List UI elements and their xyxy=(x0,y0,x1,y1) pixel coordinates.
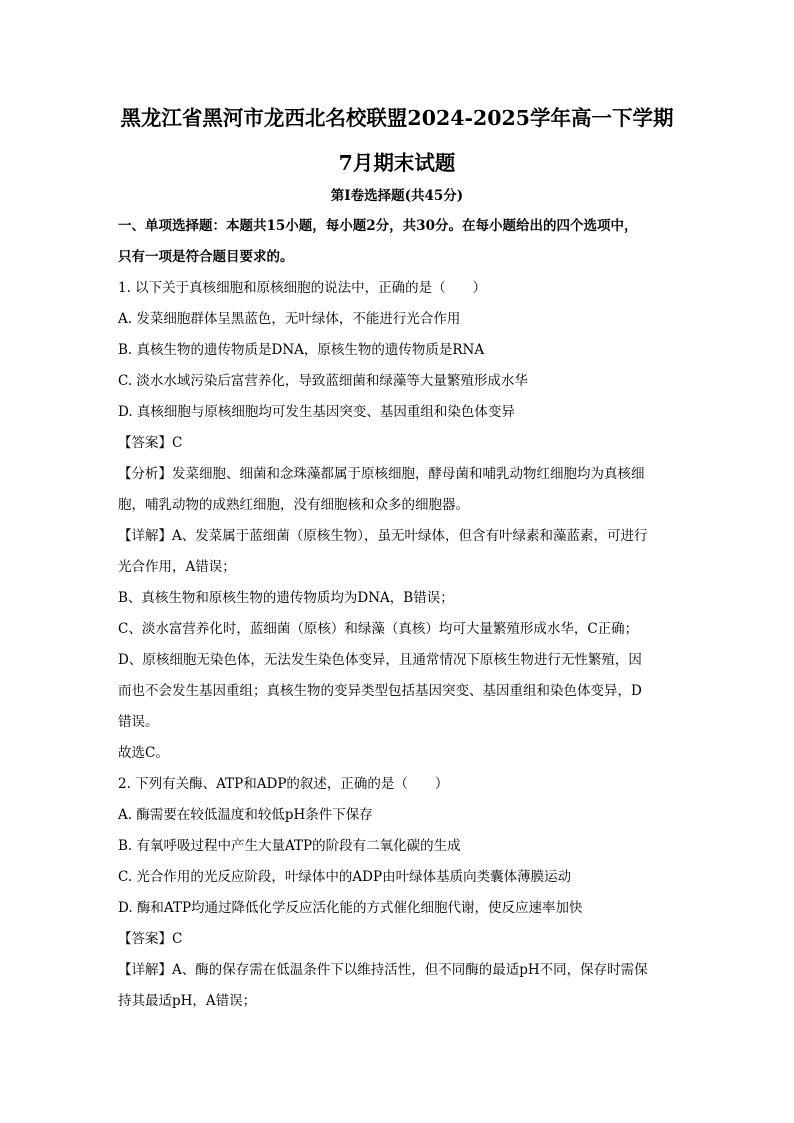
question-1-option-b: B. 真核生物的遗传物质是DNA，原核生物的遗传物质是RNA xyxy=(118,342,485,358)
question-2-answer: 【答案】C xyxy=(118,931,183,947)
section-instruction-line-1: 一、单项选择题：本题共15小题，每小题2分，共30分。在每小题给出的四个选项中， xyxy=(118,218,638,234)
question-1-analysis-line: 【分析】发菜细胞、细菌和念珠藻都属于原核细胞，酵母菌和哺乳动物红细胞均为真核细 xyxy=(118,466,645,482)
question-2-option-c: C. 光合作用的光反应阶段，叶绿体中的ADP由叶绿体基质向类囊体薄膜运动 xyxy=(118,869,572,885)
question-1-option-c: C. 淡水水域污染后富营养化，导致蓝细菌和绿藻等大量繁殖形成水华 xyxy=(118,373,528,389)
question-2-option-b: B. 有氧呼吸过程中产生大量ATP的阶段有二氧化碳的生成 xyxy=(118,838,461,854)
question-1-detail-line: 而也不会发生基因重组；真核生物的变异类型包括基因突变、基因重组和染色体变异，D xyxy=(118,683,642,699)
question-1-detail-line: 光合作用，A错误； xyxy=(118,559,236,575)
question-1-option-d: D. 真核细胞与原核细胞均可发生基因突变、基因重组和染色体变异 xyxy=(118,404,515,420)
part-subtitle: 第I卷选择题(共45分) xyxy=(330,188,464,204)
section-instruction-line-2: 只有一项是符合题目要求的。 xyxy=(118,249,294,265)
question-2-option-d: D. 酶和ATP均通过降低化学反应活化能的方式催化细胞代谢，使反应速率加快 xyxy=(118,900,583,916)
question-1-conclusion: 故选C。 xyxy=(118,745,169,761)
question-1-detail-line: D、原核细胞无染色体，无法发生染色体变异，且通常情况下原核生物进行无性繁殖，因 xyxy=(118,652,642,668)
exam-title-line-2: 7月期末试题 xyxy=(338,151,456,175)
question-1-option-a: A. 发菜细胞群体呈黑蓝色，无叶绿体，不能进行光合作用 xyxy=(118,311,461,327)
question-1-detail-line: B、真核生物和原核生物的遗传物质均为DNA，B错误； xyxy=(118,590,454,606)
question-2-option-a: A. 酶需要在较低温度和较低pH条件下保存 xyxy=(118,807,373,823)
question-1-analysis-line: 胞，哺乳动物的成熟红细胞，没有细胞核和众多的细胞器。 xyxy=(118,497,469,513)
question-2-detail-line: 持其最适pH，A错误； xyxy=(118,993,257,1009)
question-1-detail-line: C、淡水富营养化时，蓝细菌（原核）和绿藻（真核）均可大量繁殖形成水华，C正确； xyxy=(118,621,639,637)
question-2-stem: 2. 下列有关酶、ATP和ADP的叙述，正确的是（ ） xyxy=(118,776,449,792)
question-2-detail-line: 【详解】A、酶的保存需在低温条件下以维持活性，但不同酶的最适pH不同，保存时需保 xyxy=(118,962,648,978)
question-1-stem: 1. 以下关于真核细胞和原核细胞的说法中，正确的是（ ） xyxy=(118,280,487,296)
question-1-detail-line: 【详解】A、发菜属于蓝细菌（原核生物），虽无叶绿体，但含有叶绿素和藻蓝素，可进行 xyxy=(118,528,648,544)
exam-title-line-1: 黑龙江省黑河市龙西北名校联盟2024-2025学年高一下学期 xyxy=(120,106,674,130)
question-1-answer: 【答案】C xyxy=(118,435,183,451)
question-1-detail-line: 错误。 xyxy=(118,714,159,730)
